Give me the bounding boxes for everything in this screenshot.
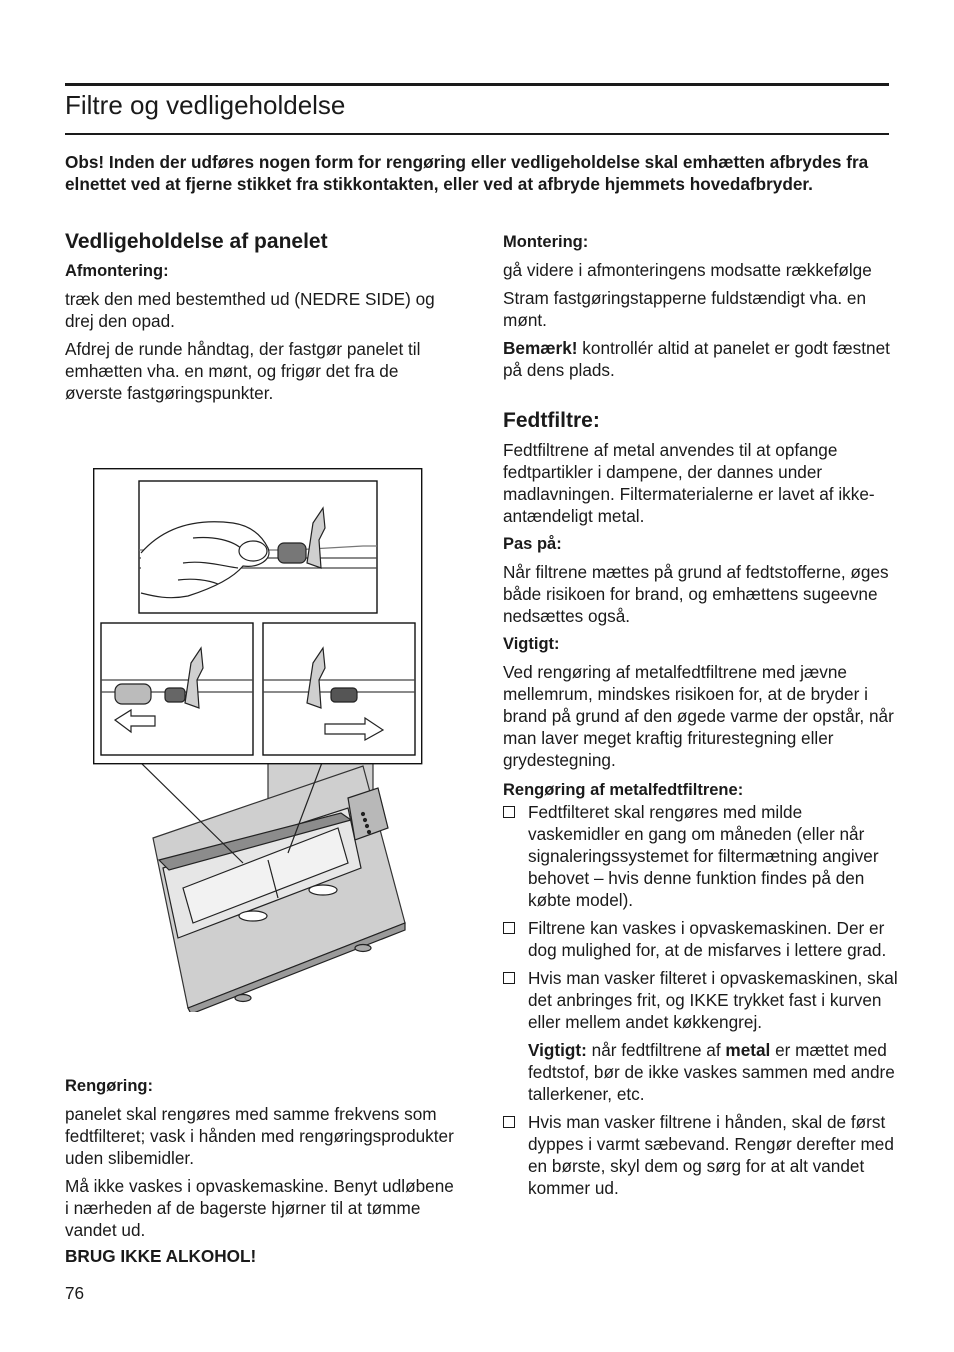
page-number: 76 <box>65 1283 85 1303</box>
note-text-1: når fedtfiltrene af <box>586 1040 726 1060</box>
list-item <box>503 1111 898 1199</box>
list-item <box>503 967 898 1105</box>
montering-paragraph-2: Stram fastgøringstapperne fuldstændigt vha. en mønt. <box>503 288 867 330</box>
bemaerk-label: Bemærk! <box>503 338 578 358</box>
metal-filter-note <box>528 1039 898 1105</box>
header-rule-bottom <box>65 133 889 135</box>
page-title: Filtre og vedligeholdelse <box>65 90 346 120</box>
no-alcohol-warning: BRUG IKKE ALKOHOL! <box>65 1246 257 1266</box>
bemaerk-text: kontrollér altid at panelet er godt fæstnet på dens plads. <box>503 338 890 380</box>
afmontering-paragraph-2: Afdrej de runde håndtag, der fastgør panelet til emhætten vha. en mønt, og frigør det fra de øverste fastgøringspunkter. <box>65 339 421 403</box>
header-rule-top <box>65 83 889 86</box>
rengoring-paragraph-1: panelet skal rengøres med samme frekvens som fedtfilteret; vask i hånden med rengøringsprodukter uden slibemidler. <box>65 1104 454 1168</box>
panel-maintenance-heading: Vedligeholdelse af panelet <box>65 230 328 253</box>
rengoring-metal-label: Rengøring af metalfedtfiltrene: <box>503 781 744 799</box>
montering-label: Montering: <box>503 233 589 251</box>
note-text-2: er mættet med fedtstof, bør de ikke vaskes sammen med andre tallerkener, etc. <box>528 1040 895 1104</box>
right-column <box>503 231 898 1199</box>
fedtfiltre-paragraph: Fedtfiltrene af metal anvendes til at opfange fedtpartikler i dampene, der dannes under madlavningen. Filtermaterialerne er lavet af ikke-antændeligt metal. <box>503 440 875 526</box>
left-column-lower <box>65 1075 455 1267</box>
vigtigt-paragraph: Ved rengøring af metalfedtfiltrene med jævne mellemrum, mindskes risikoen for, at de bryder i brand på grund af den øgede varme der opstår, når man laver meget kraftig friturestegning eller grydestegning. <box>503 662 894 770</box>
checkbox-bullet-icon <box>503 1116 515 1128</box>
afmontering-paragraph-1: træk den med bestemthed ud (NEDRE SIDE) og drej den opad. <box>65 289 435 331</box>
fedtfiltre-heading: Fedtfiltre: <box>503 409 600 432</box>
list-item <box>503 801 898 911</box>
list-item-text: Filtrene kan vaskes i opvaskemaskinen. Der er dog mulighed for, at de misfarves i lettere grad. <box>528 918 887 960</box>
checkbox-bullet-icon <box>503 806 515 818</box>
list-item-text: Fedtfilteret skal rengøres med milde vaskemidler en gang om måneden (eller når signaleringssystemet for filtermætning angiver behovet – hvis denne funktion findes på den købte model). <box>528 802 879 910</box>
list-item-text: Hvis man vasker filteret i opvaskemaskinen, skal det anbringes frit, og IKKE trykket fast i kurven eller mellem andet køkkengrej. <box>528 968 898 1032</box>
pas-paa-label: Pas på: <box>503 535 562 553</box>
bemaerk-paragraph <box>503 337 898 381</box>
afmontering-label: Afmontering: <box>65 262 169 280</box>
list-item-text: Hvis man vasker filtrene i hånden, skal de først dyppes i varmt sæbevand. Rengør derefter med en børste, skyl dem og sørg for at alt vandet kommer ud. <box>528 1112 894 1198</box>
montering-paragraph-1: gå videre i afmonteringens modsatte rækkefølge <box>503 260 872 280</box>
rengoring-paragraph-2: Må ikke vaskes i opvaskemaskine. Benyt udløbene i nærheden af de bagerste hjørner til at tømme vandet ud. <box>65 1176 454 1240</box>
note-vigtigt-label: Vigtigt: <box>528 1040 587 1060</box>
vigtigt-label: Vigtigt: <box>503 635 560 653</box>
checkbox-bullet-icon <box>503 922 515 934</box>
list-item <box>503 917 898 961</box>
rengoring-label: Rengøring: <box>65 1077 153 1095</box>
left-column <box>65 228 455 404</box>
safety-warning: Obs! Inden der udføres nogen form for rengøring eller vedligeholdelse skal emhætten afbrydes fra elnettet ved at fjerne stikket fra stikkontakten, eller ved at afbryde hjemmets hovedafbryder. <box>65 152 869 194</box>
checkbox-bullet-icon <box>503 972 515 984</box>
note-metal-word: metal <box>725 1040 771 1060</box>
panel-removal-illustration <box>93 468 423 1012</box>
cleaning-instructions-list <box>503 801 898 1199</box>
pas-paa-paragraph: Når filtrene mættes på grund af fedtstofferne, øges både risikoen for brand, og emhættens sugeevne nedsættes også. <box>503 562 889 626</box>
